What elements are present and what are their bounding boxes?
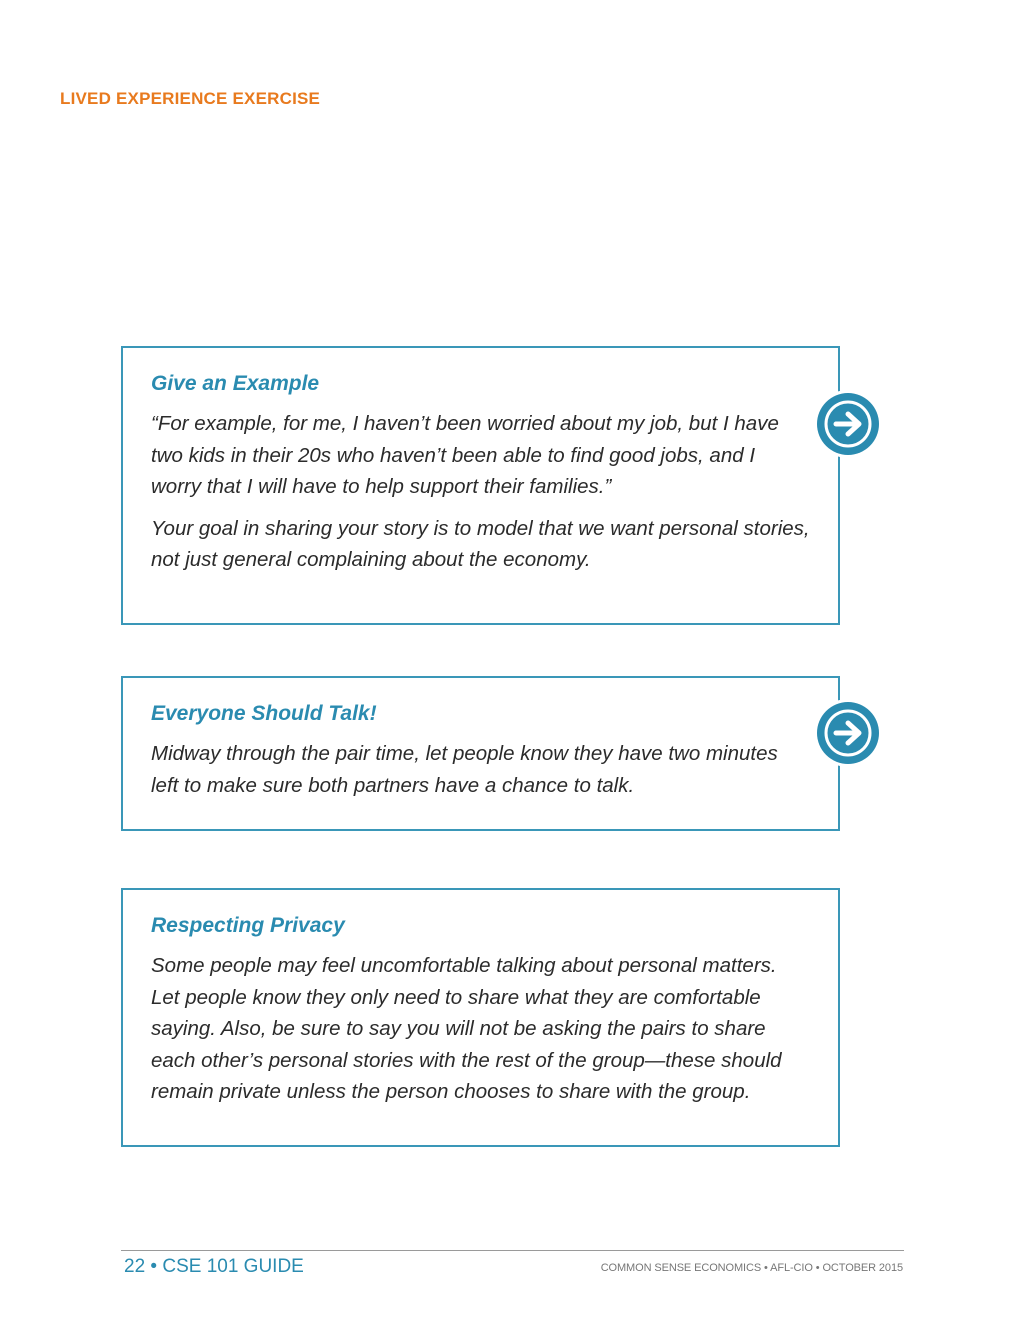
callout-paragraph: Your goal in sharing your story is to model that we want personal stories, not just general complaining about the economy. — [151, 516, 810, 571]
callout-paragraph: Some people may feel uncomfortable talking about personal matters. Let people know they only need to share what they are comfortable saying. Also, be sure to say you will not be asking the pairs to share each other’s personal stories with the rest of the group—these should remain private unless the person chooses to share with the group. — [151, 954, 782, 1103]
footer-divider — [121, 1250, 904, 1251]
callout-paragraph: “For example, for me, I haven’t been worried about my job, but I have two kids in their 20s who haven’t been able to find good jobs, and I worry that I will have to help support their families.” — [151, 412, 779, 498]
callout-title: Everyone Should Talk! — [151, 702, 377, 725]
callout-respecting-privacy — [121, 888, 840, 1147]
callout-everyone-should-talk — [121, 676, 840, 831]
callout-title: Give an Example — [151, 372, 320, 395]
section-title: LIVED EXPERIENCE EXERCISE — [60, 89, 321, 108]
arrow-right-circle-icon — [812, 697, 884, 769]
callout-title: Respecting Privacy — [151, 914, 345, 937]
page-number-footer: 22 • CSE 101 GUIDE — [124, 1256, 304, 1277]
publication-footer: COMMON SENSE ECONOMICS • AFL-CIO • OCTOBER 2015 — [600, 1262, 903, 1274]
arrow-right-circle-icon — [812, 388, 884, 460]
callout-paragraph: Midway through the pair time, let people know they have two minutes left to make sure both partners have a chance to talk. — [151, 742, 778, 797]
callout-give-an-example — [121, 346, 840, 625]
